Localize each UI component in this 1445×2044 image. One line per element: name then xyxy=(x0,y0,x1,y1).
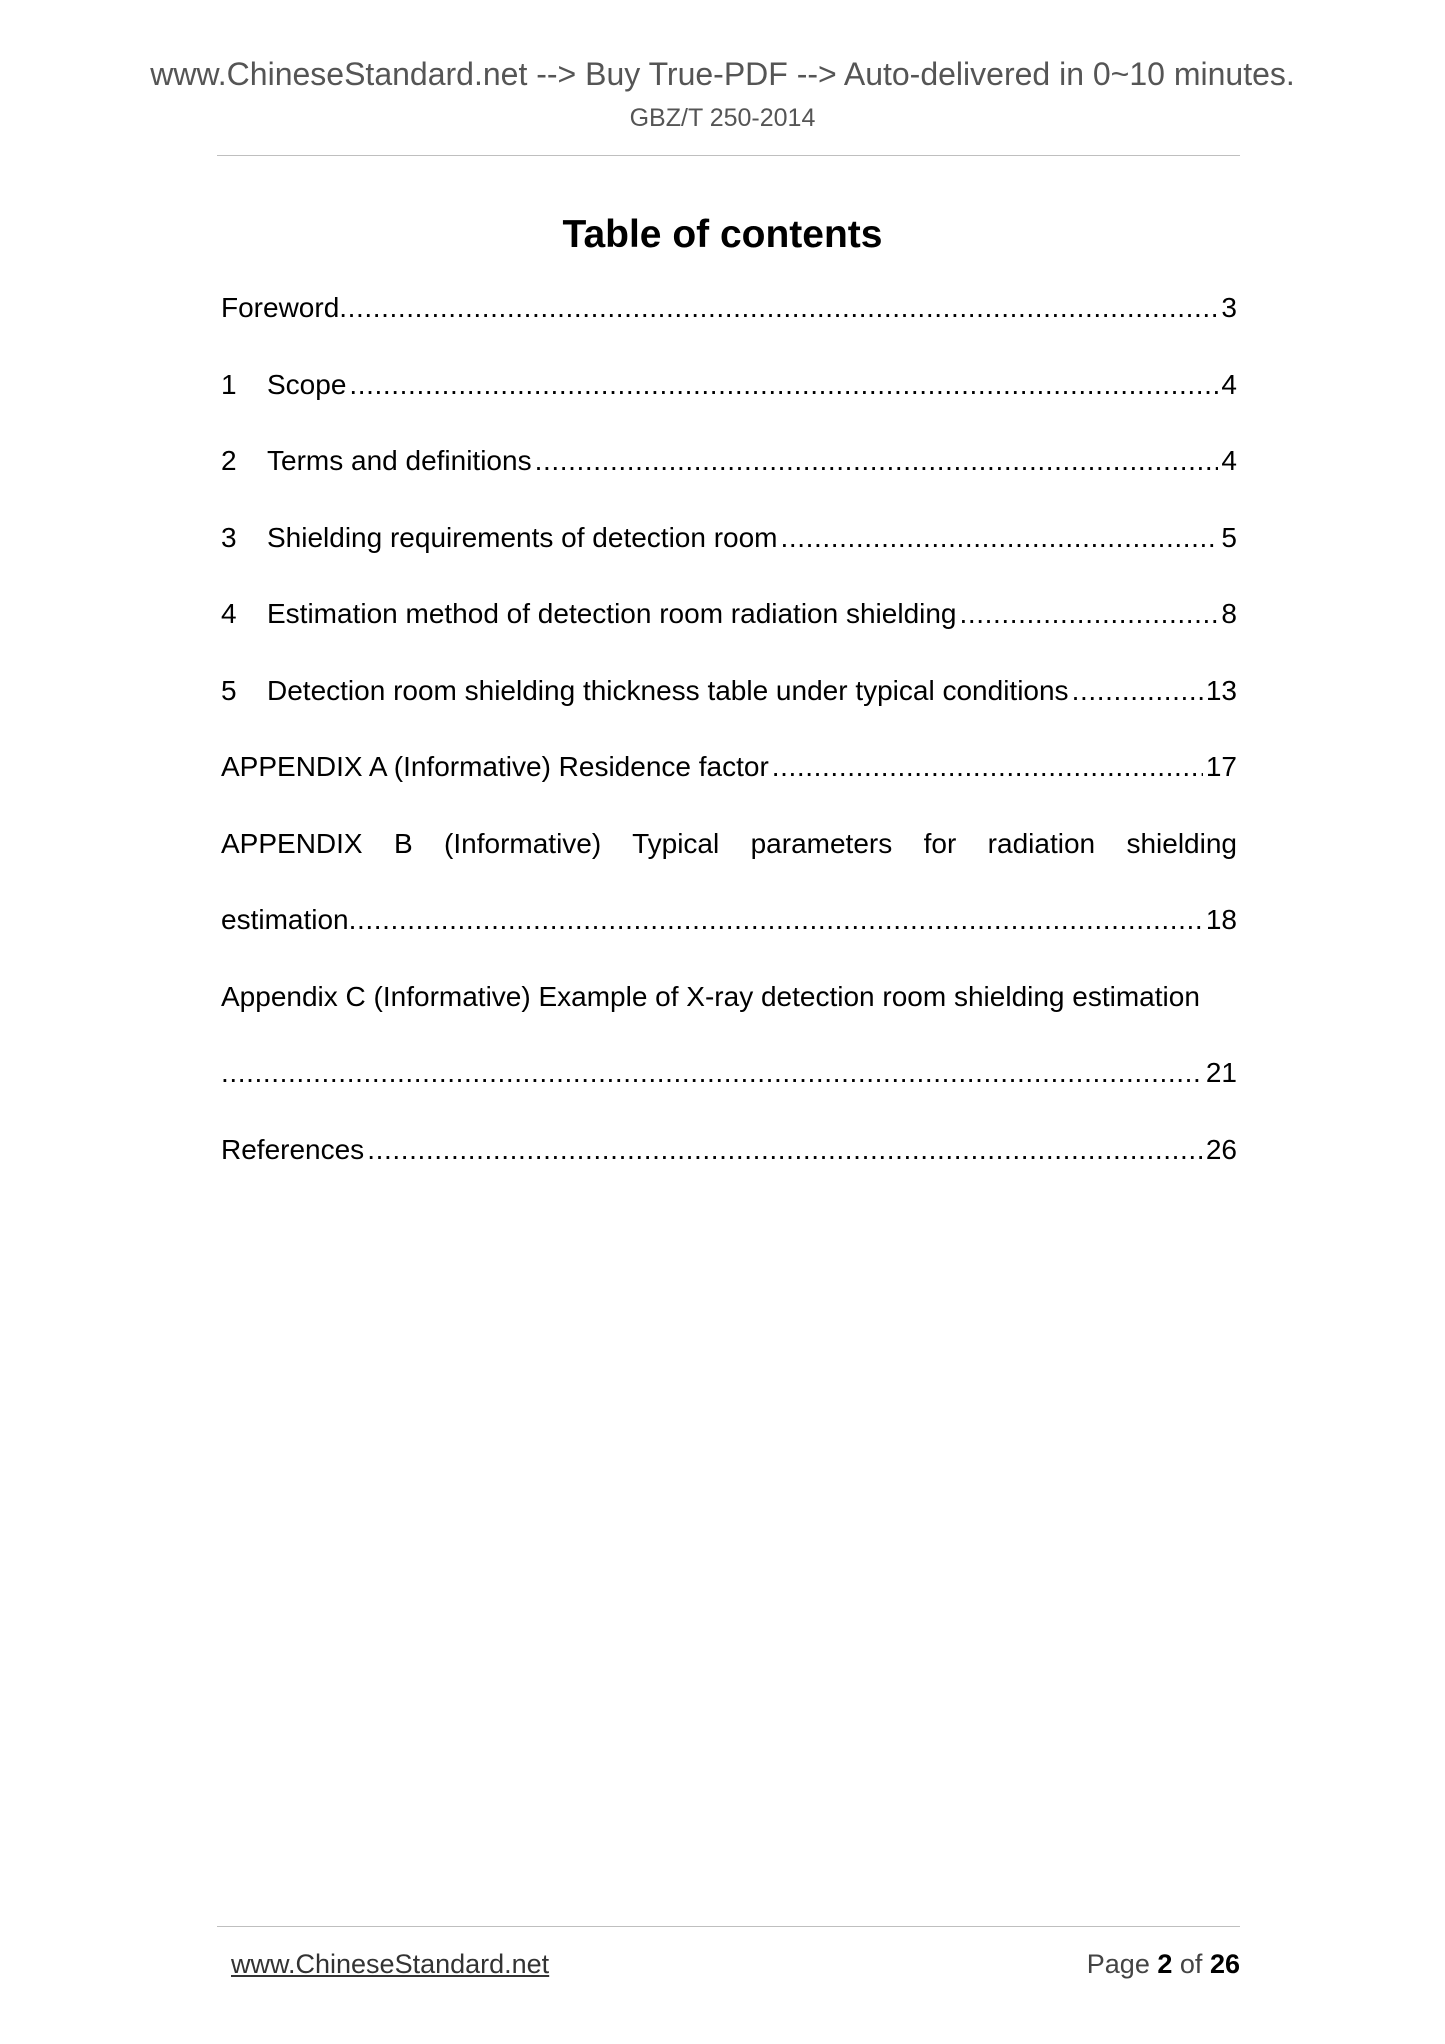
toc-entry-text: References xyxy=(221,1134,365,1165)
toc-leader-dots xyxy=(781,522,1219,554)
toc-entry-thickness-table[interactable] xyxy=(221,675,1237,715)
page-label: Page xyxy=(1086,1949,1150,1979)
toc-entry-appendix-c-continued[interactable] xyxy=(221,1057,1237,1097)
toc-entry-page: 13 xyxy=(1205,675,1237,706)
footer-divider xyxy=(217,1926,1240,1927)
toc-entry-text: Appendix C (Informative) Example of X-ray detection room shielding estimation xyxy=(221,981,1200,1012)
toc-entry-text: APPENDIX A (Informative) Residence factor xyxy=(221,751,769,782)
toc-entry-text: Scope xyxy=(267,369,347,400)
toc-leader-dots xyxy=(221,1057,1203,1089)
toc-leader-dots xyxy=(349,369,1218,401)
toc-entry-terms[interactable] xyxy=(221,445,1237,485)
toc-leader-dots xyxy=(339,292,1218,324)
toc-entry-foreword[interactable] xyxy=(221,292,1237,332)
toc-entry-page: 8 xyxy=(1221,598,1237,629)
toc-entry-page: 4 xyxy=(1221,369,1237,400)
toc-entry-text: Detection room shielding thickness table under typical conditions xyxy=(267,675,1069,706)
toc-entry-references[interactable] xyxy=(221,1134,1237,1174)
toc-entry-page: 26 xyxy=(1205,1134,1237,1165)
toc-leader-dots xyxy=(535,445,1219,477)
toc-entry-text: APPENDIX B (Informative) Typical parameters for radiation shielding xyxy=(221,828,1237,859)
toc-leader-dots xyxy=(349,904,1203,936)
toc-entry-text: Foreword xyxy=(221,292,340,323)
header-banner: www.ChineseStandard.net --> Buy True-PDF --> Auto-delivered in 0~10 minutes. xyxy=(150,56,1295,92)
toc-leader-dots xyxy=(1072,675,1203,707)
toc-entry-continuation: estimation xyxy=(221,904,349,935)
toc-entry-text: Shielding requirements of detection room xyxy=(267,522,778,553)
toc-entry-appendix-b-continued[interactable] xyxy=(221,904,1237,944)
toc-leader-dots xyxy=(772,751,1203,783)
toc-title: Table of contents xyxy=(562,213,883,256)
toc-entry-appendix-b[interactable] xyxy=(221,828,1237,868)
toc-entry-shielding-requirements[interactable] xyxy=(221,522,1237,562)
toc-entry-page: 5 xyxy=(1221,522,1237,553)
page-current: 2 xyxy=(1157,1949,1173,1979)
toc-entry-number: 4 xyxy=(221,598,237,629)
toc-entry-number: 3 xyxy=(221,522,237,553)
toc-entry-scope[interactable] xyxy=(221,369,1237,409)
toc-entry-page: 3 xyxy=(1221,292,1237,323)
toc-entry-appendix-a[interactable] xyxy=(221,751,1237,791)
toc-entry-page: 17 xyxy=(1205,751,1237,782)
toc-entry-text: Estimation method of detection room radiation shielding xyxy=(267,598,957,629)
page-of-label: of xyxy=(1179,1949,1203,1979)
toc-entry-page: 21 xyxy=(1205,1057,1237,1088)
header-divider xyxy=(217,155,1240,156)
page-total: 26 xyxy=(1209,1949,1240,1979)
toc-leader-dots xyxy=(367,1134,1203,1166)
toc-leader-dots xyxy=(960,598,1219,630)
toc-entry-appendix-c[interactable] xyxy=(221,981,1237,1021)
toc-entry-number: 2 xyxy=(221,445,237,476)
document-code: GBZ/T 250-2014 xyxy=(629,104,816,132)
toc-entry-page: 4 xyxy=(1221,445,1237,476)
footer-website-link[interactable]: www.ChineseStandard.net xyxy=(231,1949,550,1979)
toc-entry-page: 18 xyxy=(1205,904,1237,935)
page-counter xyxy=(1087,1949,1240,1980)
toc-entry-number: 1 xyxy=(221,369,237,400)
toc-entry-estimation-method[interactable] xyxy=(221,598,1237,638)
toc-entry-text: Terms and definitions xyxy=(267,445,532,476)
toc-entry-number: 5 xyxy=(221,675,237,706)
